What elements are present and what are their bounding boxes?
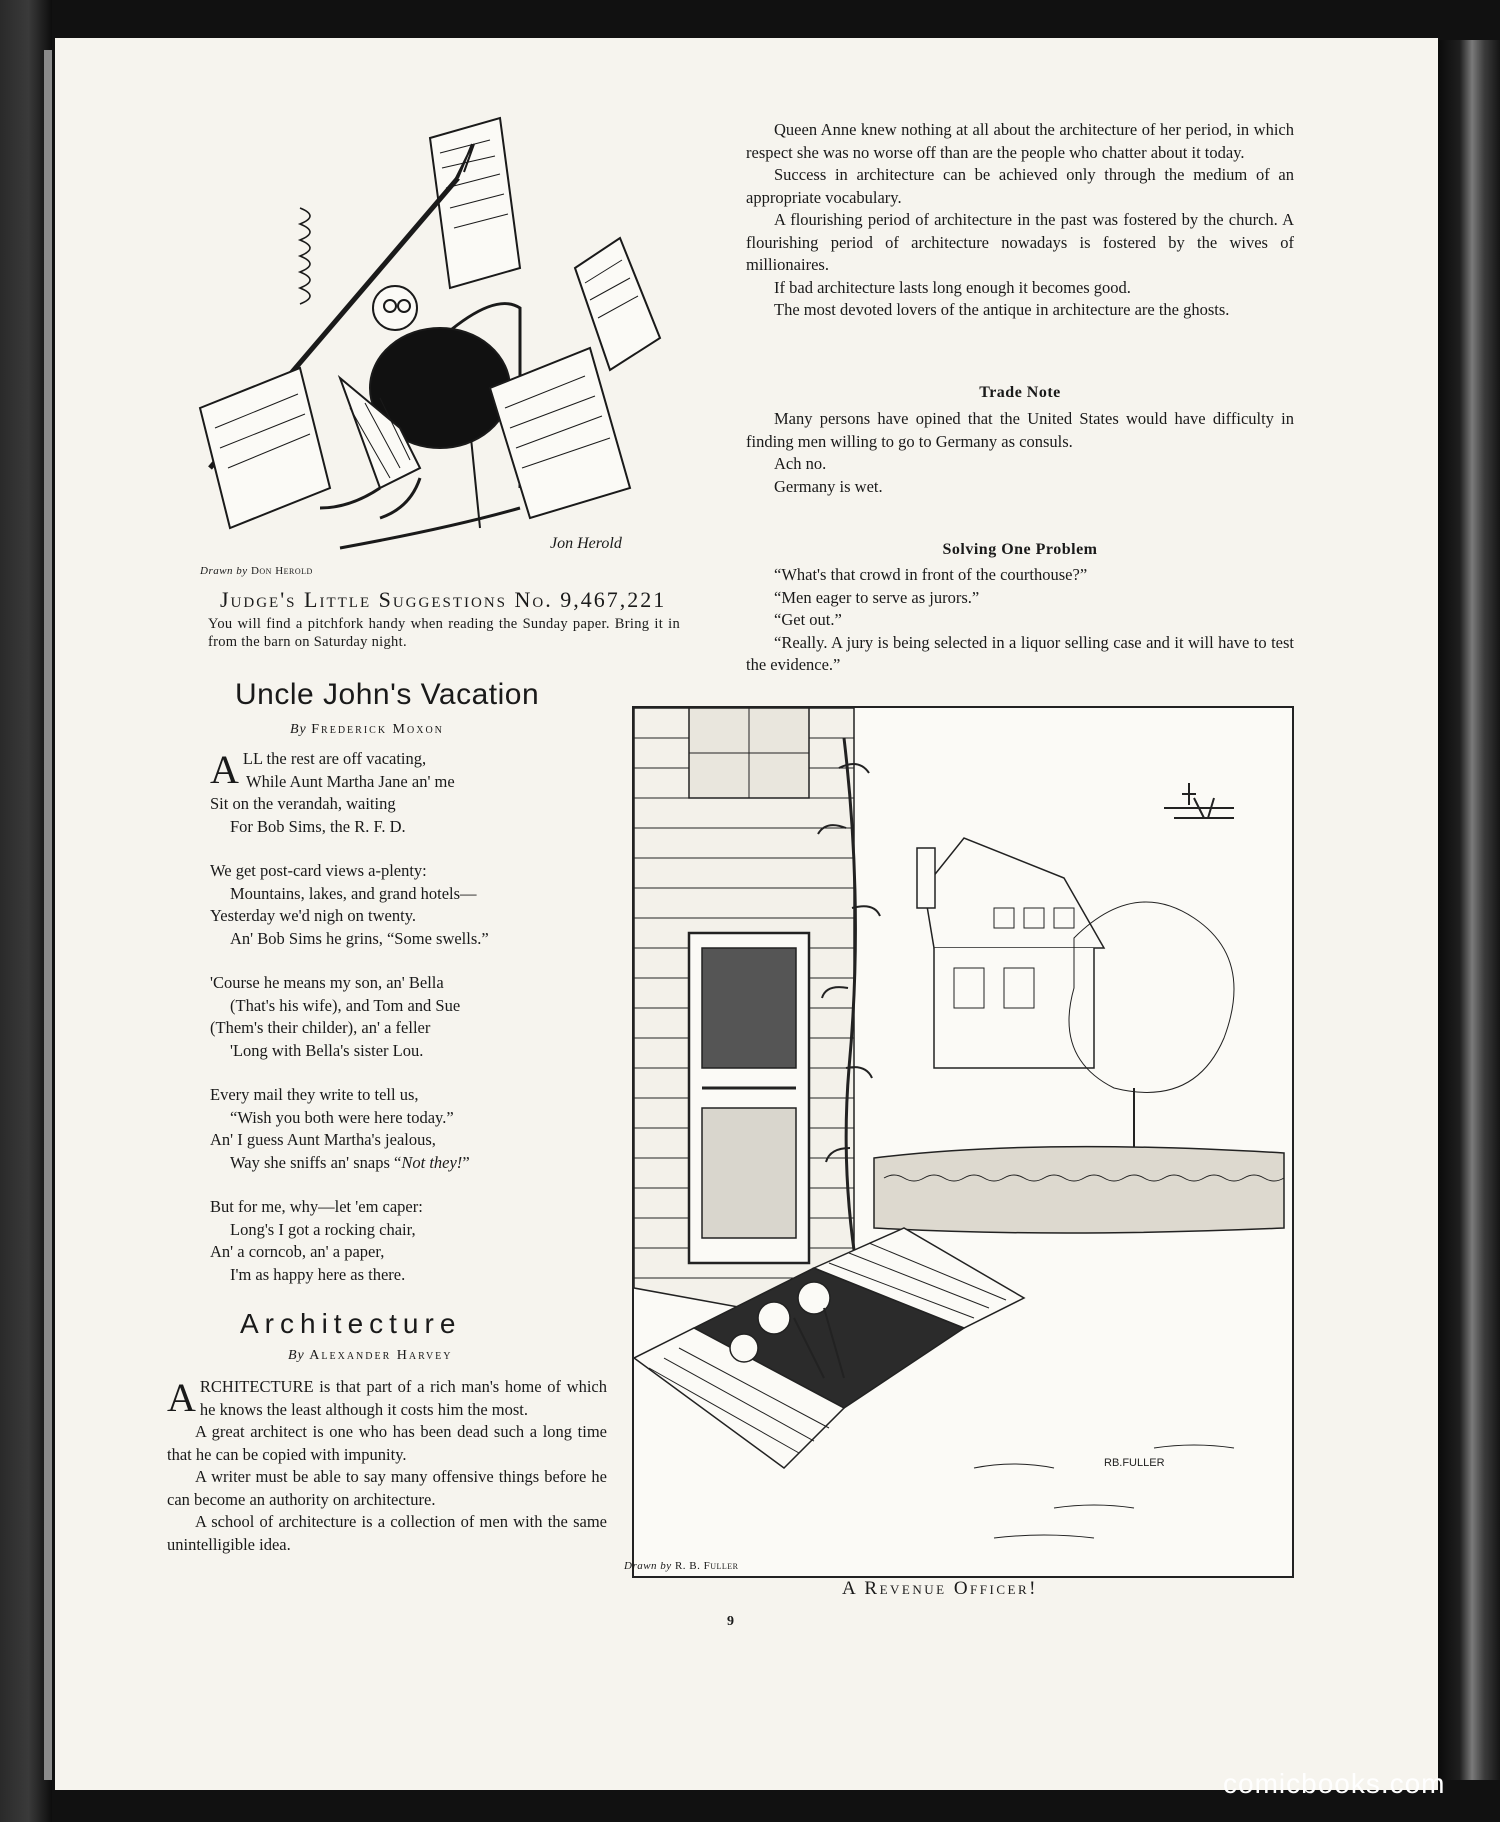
solving-para: “Really. A jury is being selected in a liquor selling case and it will have to test the evidence.”	[746, 632, 1294, 674]
binding-edge	[1438, 40, 1500, 1780]
poem-line: Mountains, lakes, and grand hotels—	[230, 883, 477, 903]
poem-body	[210, 748, 580, 1308]
architecture-continued	[746, 119, 1294, 322]
byline-by: By	[288, 1348, 305, 1363]
solving-para: “Men eager to serve as jurors.”	[774, 587, 980, 607]
spine-edge	[44, 50, 52, 1780]
architecture-para: A writer must be able to say many offensive things before he can become an authority on architecture.	[167, 1467, 607, 1509]
architecture-para: Success in architecture can be achieved only through the medium of an appropriate vocabulary.	[746, 165, 1294, 207]
byline-by: By	[290, 722, 307, 737]
architecture-para: The most devoted lovers of the antique in architecture are the ghosts.	[774, 300, 1230, 319]
stanza-5	[210, 1196, 580, 1286]
cartoon-reader-pitchfork	[190, 108, 690, 568]
trade-note-para: Many persons have opined that the United States would have difficulty in finding men willing to go to Germany as consuls.	[746, 409, 1294, 451]
solving-heading: Solving One Problem	[942, 541, 1098, 558]
cartoon1-caption: You will find a pitchfork handy when reading the Sunday paper. Bring it in from the barn on Saturday night.	[208, 616, 680, 650]
architecture-body	[167, 1376, 607, 1556]
poem-line: Long's I got a rocking chair,	[230, 1219, 416, 1239]
svg-text:Jon Herold: Jon Herold	[550, 535, 622, 552]
poem-line: I'm as happy here as there.	[230, 1264, 406, 1284]
credit-name: Don Herold	[250, 565, 313, 577]
revenue-officer-illustration	[632, 706, 1294, 1578]
architecture-para	[167, 1376, 607, 1421]
poem-line: While Aunt Martha Jane an' me	[246, 771, 455, 791]
credit-prefix: Drawn by	[200, 565, 248, 577]
credit-name: R. B. Fuller	[674, 1560, 739, 1572]
stanza-3	[210, 972, 580, 1062]
poem-byline	[290, 722, 444, 738]
stanza-4	[210, 1084, 580, 1174]
poem-line: (Them's their childer), an' a feller	[210, 1018, 431, 1037]
poem-line-text: Way she sniffs an' snaps “	[230, 1152, 402, 1172]
poem-line: (That's his wife), and Tom and Sue	[230, 995, 461, 1015]
trade-note-para: Ach no.	[774, 454, 827, 473]
solving-para: “Get out.”	[774, 610, 842, 629]
architecture-para: If bad architecture lasts long enough it becomes good.	[774, 277, 1131, 297]
architecture-para: A school of architecture is a collection of men with the same unintelligible idea.	[167, 1512, 607, 1554]
cartoon2-caption: A Revenue Officer!	[842, 1578, 1038, 1599]
architecture-byline	[288, 1348, 453, 1364]
solving-body	[746, 564, 1294, 677]
poem-line: 'Long with Bella's sister Lou.	[230, 1040, 424, 1060]
poem-close-quote: ”	[462, 1152, 470, 1172]
stanza-1	[210, 748, 580, 838]
poem-line: Sit on the verandah, waiting	[210, 794, 396, 813]
credit-prefix: Drawn by	[624, 1560, 672, 1572]
cartoon1-title: Judge's Little Suggestions No. 9,467,221	[220, 587, 667, 612]
architecture-title: Architecture	[240, 1308, 462, 1339]
poem-line: For Bob Sims, the R. F. D.	[230, 816, 406, 836]
byline-author: Frederick Moxon	[311, 722, 444, 737]
page-number: 9	[727, 1614, 734, 1629]
architecture-para: A flourishing period of architecture in the past was fostered by the church. A flourishing period of architecture nowadays is fostered by the wives of millionaires.	[746, 210, 1294, 274]
poem-line: An' a corncob, an' a paper,	[210, 1242, 385, 1261]
poem-line: 'Course he means my son, an' Bella	[210, 973, 444, 992]
poem-line: LL the rest are off vacating,	[242, 749, 427, 768]
cartoon2-credit	[624, 1560, 739, 1572]
poem-line: But for me, why—let 'em caper:	[210, 1197, 423, 1216]
poem-line: We get post-card views a-plenty:	[210, 861, 427, 880]
trade-note-para: Germany is wet.	[774, 476, 883, 496]
poem-dropcap: A	[210, 747, 239, 792]
watermark: comicbooks.com	[1223, 1768, 1446, 1799]
architecture-dropcap: A	[167, 1375, 196, 1420]
poem-title: Uncle John's Vacation	[235, 678, 540, 711]
poem-line: Every mail they write to tell us,	[210, 1085, 419, 1104]
poem-line: “Wish you both were here today.”	[230, 1107, 454, 1127]
poem-emphasis: Not they!	[401, 1152, 463, 1172]
byline-author: Alexander Harvey	[309, 1348, 453, 1363]
poem-line: An' I guess Aunt Martha's jealous,	[210, 1130, 436, 1149]
architecture-para: A great architect is one who has been dead such a long time that he can be copied with impunity.	[167, 1422, 607, 1464]
cartoon1-credit	[200, 565, 313, 577]
architecture-para: Queen Anne knew nothing at all about the architecture of her period, in which respect she was no worse off than are the people who chatter about it today.	[746, 120, 1294, 162]
poem-line: Yesterday we'd nigh on twenty.	[210, 906, 416, 925]
trade-note-body	[746, 408, 1294, 498]
poem-line: An' Bob Sims he grins, “Some swells.”	[230, 928, 489, 948]
poem-line	[210, 1152, 580, 1175]
illustration-drawing	[634, 708, 1292, 1576]
solving-para: “What's that crowd in front of the courthouse?”	[774, 565, 1088, 584]
stanza-2	[210, 860, 580, 950]
para-text: RCHITECTURE is that part of a rich man's home of which he knows the least although it costs him the most.	[199, 1377, 607, 1419]
illustration-signature: RB.FULLER	[1104, 1457, 1165, 1469]
trade-note-heading: Trade Note	[979, 384, 1061, 401]
